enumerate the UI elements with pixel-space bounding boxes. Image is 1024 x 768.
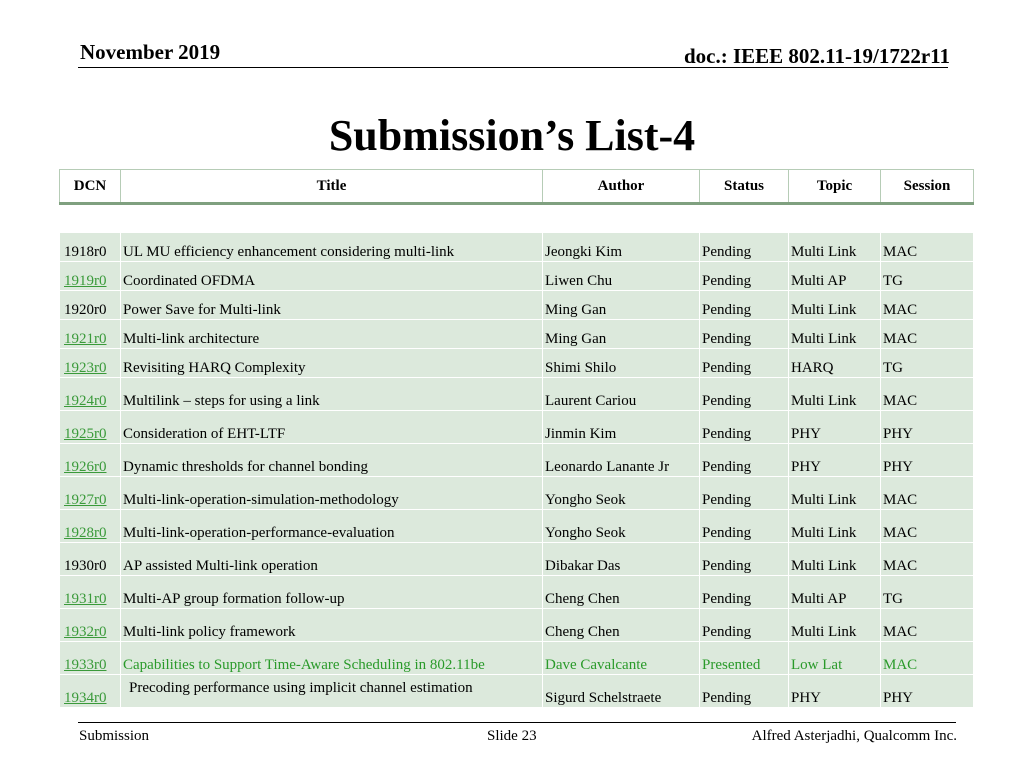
cell-session: MAC	[881, 291, 974, 320]
cell-dcn	[60, 378, 121, 411]
cell-dcn	[60, 576, 121, 609]
col-header-topic: Topic	[789, 170, 881, 204]
cell-author: Yongho Seok	[543, 510, 700, 543]
cell-title: Coordinated OFDMA	[121, 262, 543, 291]
header-doc-id: doc.: IEEE 802.11-19/1722r11	[683, 44, 950, 68]
col-header-author: Author	[543, 170, 700, 204]
table-row	[60, 349, 974, 378]
cell-topic: PHY	[789, 675, 881, 708]
table-header-row	[60, 170, 974, 204]
cell-session: PHY	[881, 411, 974, 444]
cell-author: Ming Gan	[543, 291, 700, 320]
cell-topic: Multi Link	[789, 609, 881, 642]
cell-status: Pending	[700, 349, 789, 378]
cell-session: MAC	[881, 609, 974, 642]
cell-author: Ming Gan	[543, 320, 700, 349]
cell-session: MAC	[881, 642, 974, 675]
cell-status: Pending	[700, 477, 789, 510]
cell-topic: Multi Link	[789, 510, 881, 543]
dcn-link[interactable]: 1924r0	[64, 393, 107, 409]
table-row	[60, 262, 974, 291]
cell-session: MAC	[881, 320, 974, 349]
cell-topic: Multi Link	[789, 233, 881, 262]
cell-status: Presented	[700, 642, 789, 675]
cell-status: Pending	[700, 233, 789, 262]
table-row	[60, 320, 974, 349]
header-date: November 2019	[80, 40, 221, 64]
cell-dcn: 1920r0	[60, 291, 121, 320]
footer-submission: Submission	[79, 728, 150, 744]
cell-status: Pending	[700, 543, 789, 576]
cell-session: PHY	[881, 675, 974, 708]
cell-topic: Multi Link	[789, 378, 881, 411]
cell-title: Revisiting HARQ Complexity	[121, 349, 543, 378]
cell-title: AP assisted Multi-link operation	[121, 543, 543, 576]
dcn-link[interactable]: 1933r0	[64, 657, 107, 673]
cell-author: Liwen Chu	[543, 262, 700, 291]
cell-title: Multi-AP group formation follow-up	[121, 576, 543, 609]
table-row	[60, 477, 974, 510]
cell-topic: HARQ	[789, 349, 881, 378]
col-header-title: Title	[121, 170, 543, 204]
cell-author: Cheng Chen	[543, 576, 700, 609]
cell-dcn	[60, 609, 121, 642]
dcn-link[interactable]: 1934r0	[64, 690, 107, 706]
cell-title: Multi-link architecture	[121, 320, 543, 349]
title-text: Precoding performance using implicit channel estimation	[129, 680, 473, 696]
footer-author: Alfred Asterjadhi, Qualcomm Inc.	[751, 728, 957, 744]
dcn-link[interactable]: 1931r0	[64, 591, 107, 607]
col-header-session: Session	[881, 170, 974, 204]
dcn-link[interactable]: 1927r0	[64, 492, 107, 508]
cell-dcn: 1930r0	[60, 543, 121, 576]
cell-author: Yongho Seok	[543, 477, 700, 510]
cell-author: Cheng Chen	[543, 609, 700, 642]
cell-session: MAC	[881, 510, 974, 543]
cell-dcn	[60, 320, 121, 349]
cell-status: Pending	[700, 576, 789, 609]
cell-topic: PHY	[789, 444, 881, 477]
cell-author: Jinmin Kim	[543, 411, 700, 444]
cell-status: Pending	[700, 444, 789, 477]
header-divider	[78, 67, 948, 68]
table-row	[60, 510, 974, 543]
col-header-status: Status	[700, 170, 789, 204]
dcn-link[interactable]: 1921r0	[64, 331, 107, 347]
cell-session: TG	[881, 576, 974, 609]
cell-status: Pending	[700, 378, 789, 411]
cell-topic: Low Lat	[789, 642, 881, 675]
dcn-link[interactable]: 1928r0	[64, 525, 107, 541]
cell-title	[121, 675, 543, 708]
cell-status: Pending	[700, 411, 789, 444]
cell-title: UL MU efficiency enhancement considering multi-link	[121, 233, 543, 262]
cell-status: Pending	[700, 675, 789, 708]
cell-dcn: 1918r0	[60, 233, 121, 262]
cell-topic: Multi Link	[789, 477, 881, 510]
cell-author: Jeongki Kim	[543, 233, 700, 262]
cell-session: MAC	[881, 477, 974, 510]
cell-status: Pending	[700, 291, 789, 320]
cell-dcn	[60, 411, 121, 444]
dcn-link[interactable]: 1932r0	[64, 624, 107, 640]
table-row	[60, 411, 974, 444]
cell-author: Dibakar Das	[543, 543, 700, 576]
page-title: Submission’s List-4	[328, 111, 696, 160]
cell-dcn	[60, 477, 121, 510]
cell-topic: Multi AP	[789, 576, 881, 609]
cell-session: TG	[881, 262, 974, 291]
dcn-link[interactable]: 1923r0	[64, 360, 107, 376]
cell-dcn	[60, 444, 121, 477]
table-row	[60, 543, 974, 576]
cell-session: PHY	[881, 444, 974, 477]
cell-title: Capabilities to Support Time-Aware Scheduling in 802.11be	[121, 642, 543, 675]
cell-title: Consideration of EHT-LTF	[121, 411, 543, 444]
cell-session: MAC	[881, 543, 974, 576]
cell-dcn	[60, 510, 121, 543]
cell-topic: Multi Link	[789, 291, 881, 320]
cell-author: Dave Cavalcante	[543, 642, 700, 675]
table-row	[60, 609, 974, 642]
cell-topic: PHY	[789, 411, 881, 444]
cell-status: Pending	[700, 609, 789, 642]
footer-slide-number: Slide 23	[487, 728, 537, 744]
cell-title: Dynamic thresholds for channel bonding	[121, 444, 543, 477]
cell-dcn	[60, 262, 121, 291]
table-row	[60, 576, 974, 609]
footer-divider	[78, 722, 956, 723]
table-row	[60, 675, 974, 708]
cell-author: Leonardo Lanante Jr	[543, 444, 700, 477]
table-row	[60, 642, 974, 675]
cell-author: Sigurd Schelstraete	[543, 675, 700, 708]
cell-author: Shimi Shilo	[543, 349, 700, 378]
cell-session: MAC	[881, 233, 974, 262]
table-row	[60, 444, 974, 477]
dcn-link[interactable]: 1919r0	[64, 273, 107, 289]
submissions-table	[59, 169, 974, 708]
cell-title: Power Save for Multi-link	[121, 291, 543, 320]
cell-session: MAC	[881, 378, 974, 411]
cell-title: Multi-link-operation-simulation-methodology	[121, 477, 543, 510]
cell-topic: Multi AP	[789, 262, 881, 291]
cell-status: Pending	[700, 320, 789, 349]
cell-title: Multilink – steps for using a link	[121, 378, 543, 411]
table-row	[60, 291, 974, 320]
cell-dcn	[60, 675, 121, 708]
cell-dcn	[60, 642, 121, 675]
table-row	[60, 233, 974, 262]
cell-title: Multi-link policy framework	[121, 609, 543, 642]
cell-status: Pending	[700, 510, 789, 543]
dcn-link[interactable]: 1926r0	[64, 459, 107, 475]
cell-session: TG	[881, 349, 974, 378]
cell-topic: Multi Link	[789, 543, 881, 576]
cell-topic: Multi Link	[789, 320, 881, 349]
cell-title: Multi-link-operation-performance-evaluation	[121, 510, 543, 543]
table-row	[60, 378, 974, 411]
dcn-link[interactable]: 1925r0	[64, 426, 107, 442]
cell-status: Pending	[700, 262, 789, 291]
cell-dcn	[60, 349, 121, 378]
col-header-dcn: DCN	[60, 170, 121, 204]
cell-author: Laurent Cariou	[543, 378, 700, 411]
